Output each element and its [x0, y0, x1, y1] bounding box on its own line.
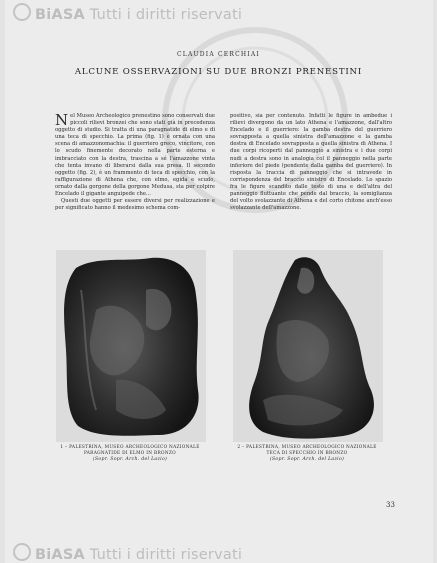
figure-2-caption: 2 – PALESTRINA, MUSEO ARCHEOLOGICO NAZIONALE TECA DI SPECCHIO IN BRONZO (Sopr. Sopr. Arch. del Lazio)	[237, 445, 377, 462]
paragraph: Nel Museo Archeologico prenestino sono conservati due piccoli rilievi bronzei che sono stati già in precedenza oggetto di studio. Si tratta di una paragnatide di elmo e di una teca di specchio. La prima (fig. 1) è ornata con una scena di amazzonomachia: il guerriero greco, vincitore, con lo scudo finemente decorato nella parte esterna e imbracciato con la destra, trascina a sé l'amazzone vinta che tenta invano di liberarsi dalla sua presa. Il secondo oggetto (fig. 2), è un frammento di teca di specchio, con la raffigurazione di Athena che, con elmo, egida e scudo, ornato dalla gorgone della gorgone Medusa, sta per colpire Encelado il gigante anguipede che...	[55, 111, 215, 198]
figure-2-mirror-case-relief	[233, 250, 383, 442]
text-column-left	[55, 113, 215, 212]
text-column-right	[230, 113, 392, 212]
author-name: CLAUDIA CERCHIAI	[177, 51, 260, 58]
paragraph: Questi due oggetti per essere diversi per realizzazione e per significato hanno il medesimo schema com-	[55, 198, 215, 212]
drop-cap: N	[55, 111, 69, 129]
watermark-brand: BiASA	[35, 547, 85, 563]
biasa-logo-icon	[13, 3, 31, 21]
watermark-text: Tutti i diritti riservati	[89, 7, 243, 23]
page-number: 33	[386, 501, 395, 509]
watermark-text: Tutti i diritti riservati	[89, 547, 243, 563]
biasa-logo-icon	[13, 543, 31, 561]
watermark-brand: BiASA	[35, 7, 85, 23]
figure-1-caption: 1 – PALESTRINA, MUSEO ARCHEOLOGICO NAZIONALE PARAGNATIDE DI ELMO IN BRONZO (Sopr. Sopr. Arch. del Lazio)	[60, 445, 200, 462]
paragraph: positivo, sia per contenuto. Infatti le figure in ambedue i rilievi divergono da un lato Athena e l'amazzone, dall'altro Encelado e il guerriero: la gamba destra del guerriero sovrapposta a quella sinistra dell'amazzone e la gamba destra di Encelado sovrapposta a quella sinistra di Athena. I due corpi ricoperti dal panneggio a sinistra e i due corpi nudi a destra sono in analogia col il panneggio nella parte inferiore del piede (pendente dalla gamba del guerriero). In risposta la traccia di panneggio che si intravede in corrispondenza del braccio sinistro di Encelado. Lo spazio fra le figure scandito dalle teste di una e dell'altra del panneggio fluttuante che pende dal braccio, la somiglianza del volto svolazzante di Athena e del corto chitone anch'esso svolazzante dell'amazzone.	[230, 113, 392, 212]
watermark-bottom	[13, 543, 242, 563]
article-title: ALCUNE OSSERVAZIONI SU DUE BRONZI PRENESTINI	[74, 67, 363, 77]
figure-1-bronze-relief	[56, 250, 206, 442]
